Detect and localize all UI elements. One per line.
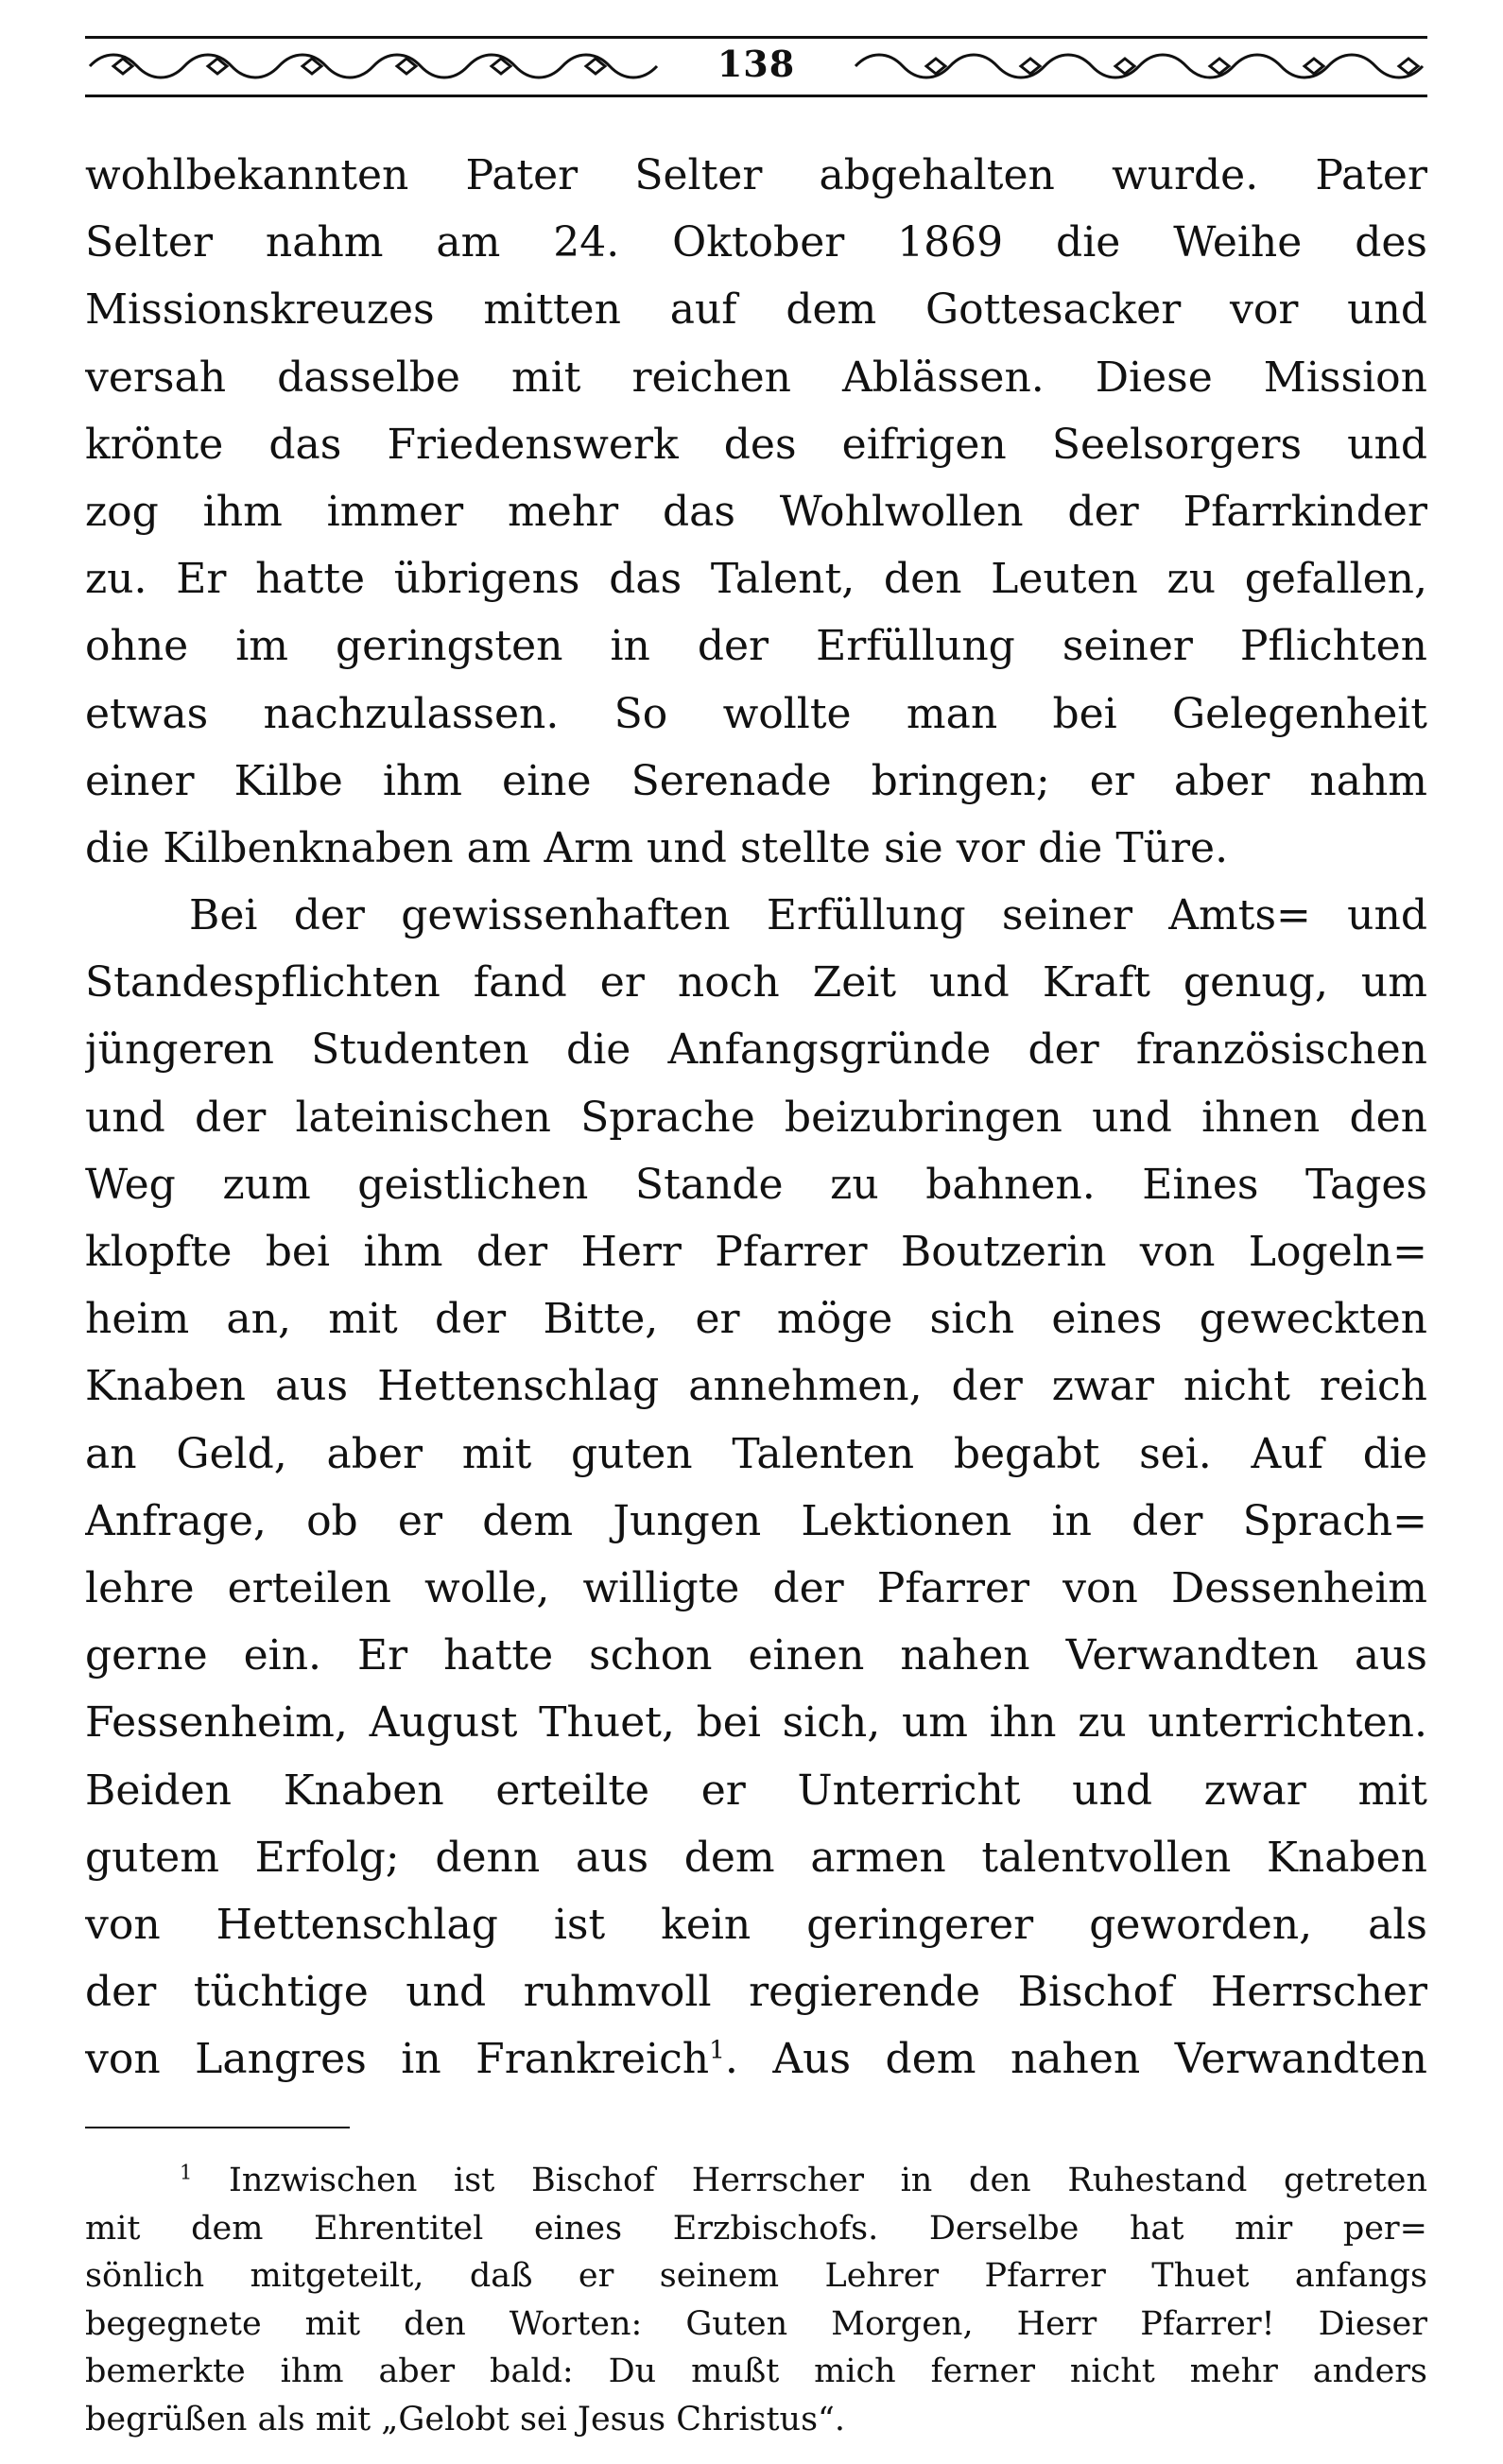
text-line: lehre erteilen wolle, willigte der Pfarrer von Dessenheim [85, 1563, 1427, 1612]
text-line: wohlbekannten Pater Selter abgehalten wurde. Pater [85, 151, 1427, 199]
footnote-marker: 1 [180, 2161, 193, 2184]
text-line: und der lateinischen Sprache beizubringen und ihnen den [85, 1093, 1427, 1142]
text-fragment: . Aus dem nahen Verwandten [724, 2035, 1427, 2084]
text-line: jüngeren Studenten die Anfangsgründe der französischen [85, 1025, 1427, 1075]
header-top-rule [85, 36, 1427, 39]
footnotes [85, 2157, 1427, 2444]
footnote-reference[interactable]: 1 [709, 2035, 725, 2065]
text-line: Beiden Knaben erteilte er Unterricht und zwar mit [85, 1766, 1427, 1815]
footnote-separator [85, 2127, 350, 2128]
text-fragment: von Langres in Frankreich [85, 2035, 710, 2084]
page-header [85, 26, 1427, 102]
text-line: krönte das Friedenswerk des eifrigen Seelsorgers und [85, 420, 1427, 469]
footnote-text: Inzwischen ist Bischof Herrscher in den Ruhestand getreten [192, 2162, 1427, 2199]
text-line: Standespflichten fand er noch Zeit und Kraft genug, um [85, 958, 1427, 1008]
text-line: Knaben aus Hettenschlag annehmen, der zwar nicht reich [85, 1362, 1427, 1411]
text-line: gutem Erfolg; denn aus dem armen talentvollen Knaben [85, 1833, 1427, 1882]
text-line: Selter nahm am 24. Oktober 1869 die Weihe des [85, 218, 1427, 267]
text-line: gerne ein. Er hatte schon einen nahen Verwandten aus [85, 1631, 1427, 1680]
footnote-line: sönlich mitgeteilt, daß er seinem Lehrer Pfarrer Thuet anfangs [85, 2257, 1427, 2296]
text-line: ohne im geringsten in der Erfüllung seiner Pflichten [85, 622, 1427, 671]
text-line: zog ihm immer mehr das Wohlwollen der Pfarrkinder [85, 487, 1427, 536]
text-line-with-footnote [85, 2025, 1427, 2093]
text-line: Bei der gewissenhaften Erfüllung seiner Amts= und [189, 891, 1427, 940]
text-line: an Geld, aber mit guten Talenten begabt sei. Auf die [85, 1429, 1427, 1478]
text-line: die Kilbenknaben am Arm und stellte sie vor die Türe. [85, 823, 1229, 872]
footnote-line: bemerkte ihm aber bald: Du mußt mich ferner nicht mehr anders [85, 2352, 1427, 2391]
page-number: 138 [717, 43, 796, 85]
text-line: Anfrage, ob er dem Jungen Lektionen in der Sprach= [85, 1496, 1427, 1545]
text-line: zu. Er hatte übrigens das Talent, den Leuten zu gefallen, [85, 555, 1427, 604]
footnote-line: begrüßen als mit „Gelobt sei Jesus Christus“. [85, 2400, 846, 2438]
main-text [85, 142, 1427, 2093]
text-line: versah dasselbe mit reichen Ablässen. Diese Mission [85, 353, 1427, 402]
text-line: Fessenheim, August Thuet, bei sich, um ihn zu unterrichten. [85, 1698, 1427, 1748]
footnote-line: begegnete mit den Worten: Guten Morgen, Herr Pfarrer! Dieser [85, 2304, 1427, 2343]
text-line: etwas nachzulassen. So wollte man bei Gelegenheit [85, 689, 1427, 738]
footnote-line: mit dem Ehrentitel eines Erzbischofs. Derselbe hat mir per= [85, 2209, 1427, 2248]
text-line: einer Kilbe ihm eine Serenade bringen; er aber nahm [85, 756, 1427, 805]
text-line: heim an, mit der Bitte, er möge sich eines geweckten [85, 1295, 1427, 1344]
text-line: der tüchtige und ruhmvoll regierende Bischof Herrscher [85, 1968, 1427, 2017]
text-line: Missionskreuzes mitten auf dem Gottesacker vor und [85, 285, 1427, 335]
text-line: klopfte bei ihm der Herr Pfarrer Boutzerin von Logeln= [85, 1228, 1427, 1276]
text-line: Weg zum geistlichen Stande zu bahnen. Eines Tages [85, 1160, 1427, 1209]
text-line: von Hettenschlag ist kein geringerer geworden, als [85, 1900, 1427, 1949]
right-ornament-icon [851, 47, 1427, 85]
left-ornament-icon [85, 47, 662, 85]
header-bottom-rule [85, 95, 1427, 97]
footnote-line [85, 2157, 1427, 2205]
